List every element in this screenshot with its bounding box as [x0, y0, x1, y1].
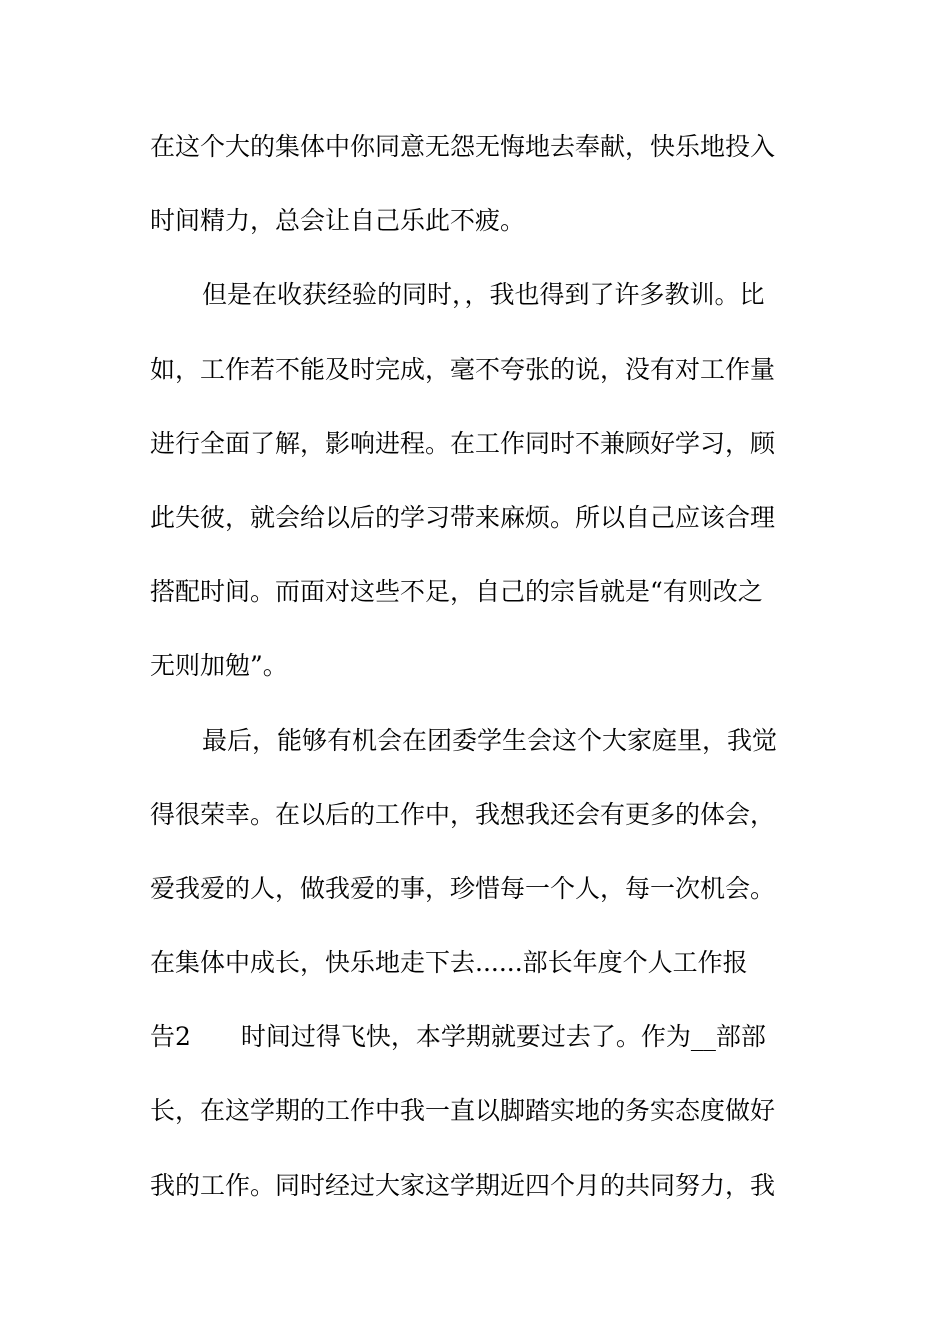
- text-line-7: 搭配时间。而面对这些不足，自己的宗旨就是“有则改之: [150, 577, 763, 607]
- document-body: [150, 110, 810, 1223]
- text-line-3: 但是在收获经验的同时，，我也得到了许多教训。比: [202, 280, 765, 310]
- text-line-2: 时间精力，总会让自己乐此不疲。: [150, 206, 526, 236]
- text-line-9: 最后，能够有机会在团委学生会这个大家庭里，我觉: [202, 725, 778, 755]
- text-line-5: 进行全面了解，影响进程。在工作同时不兼顾好学习，顾: [150, 428, 776, 458]
- text-line-6: 此失彼，就会给以后的学习带来麻烦。所以自己应该合理: [150, 502, 776, 532]
- text-line-8: 无则加勉”。: [150, 651, 288, 681]
- text-line-10: 得很荣幸。在以后的工作中，我想我还会有更多的体会，: [150, 799, 776, 829]
- text-line-13: 告2 时间过得飞快，本学期就要过去了。作为__部部: [150, 1022, 766, 1052]
- text-line-11: 爱我爱的人，做我爱的事，珍惜每一个人，每一次机会。: [150, 873, 776, 903]
- text-line-12: 在集体中成长，快乐地走下去......部长年度个人工作报: [150, 948, 748, 978]
- text-line-14: 长，在这学期的工作中我一直以脚踏实地的务实态度做好: [150, 1096, 776, 1126]
- text-line-1: 在这个大的集体中你同意无怨无悔地去奉献，快乐地投入: [150, 132, 776, 161]
- text-line-15: 我的工作。同时经过大家这学期近四个月的共同努力，我: [150, 1170, 776, 1200]
- text-line-4: 如，工作若不能及时完成，毫不夸张的说，没有对工作量: [150, 354, 776, 384]
